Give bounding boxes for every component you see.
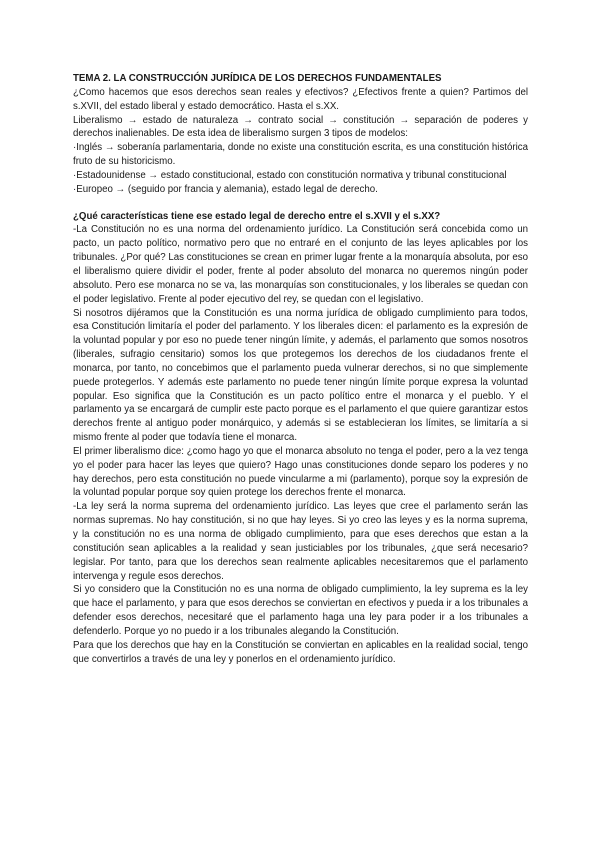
body-paragraph: Si nosotros dijéramos que la Constitución es una norma jurídica de obligado cumplimiento para todos, esa Constitución limitaría el poder del parlamento. Y los liberales dicen: el parlamento es la expresión de la voluntad popular y por eso no puede tener ningún límite, y además, el parlamento que somos nosotros (liberales, sufragio censitario) somos los que protegemos los derechos de los ciudadanos frente el monarca, por tanto, no concebimos que el parlamento pueda vulnerar derechos, si no que simplemente puede protegerlos. Y además este parlamento no puede tener ningún límite porque expresa la voluntad popular. Eso significa que la Constitución es un pacto político entre el monarca y el pueblo. Y el parlamento ya se encargará de cumplir este pacto porque es el parlamento el que quiere garantizar estos derechos frente al antiguo poder monárquico, y además si se establecieran los límites, se limitaría a si mismo frente al poder que todavía tiene el monarca. [73,307,528,444]
body-paragraph: Para que los derechos que hay en la Constitución se conviertan en aplicables en la realidad social, tengo que convertirlos a través de una ley y ponerlos en el ordenamiento jurídico. [73,639,528,665]
body-paragraph: -La ley será la norma suprema del ordenamiento jurídico. Las leyes que cree el parlamento serán las normas supremas. No hay constitución, si no que hay leyes. Si yo creo las leyes y es la norma suprema, y la constitución no es una norma de obligado cumplimiento, para que eses derechos que estan a la constitución sean aplicables a la realidad y sean justiciables por los tribunales, ¿que será necesario? legislar. Por tanto, para que los derechos sean realmente aplicables necesitaremos que el parlamento intervenga y regule esos derechos. [73,501,528,582]
section-heading: ¿Qué características tiene ese estado legal de derecho entre el s.XVII y el s.XX? [73,210,441,222]
model-item-europeo: ·Europeo → (seguido por francia y alemania), estado legal de derecho. [73,183,378,195]
document-title: TEMA 2. LA CONSTRUCCIÓN JURÍDICA DE LOS DERECHOS FUNDAMENTALES [73,73,442,84]
intro-paragraph: Liberalismo → estado de naturaleza → contrato social → constitución → separación de poderes y derechos inalienables. De esta idea de liberalismo surgen 3 tipos de modelos: [73,114,528,140]
document-page [73,72,528,666]
model-item-estadounidense: ·Estadounidense → estado constitucional, estado con constitución normativa y tribunal constitucional [73,169,507,181]
intro-paragraph: ¿Como hacemos que esos derechos sean reales y efectivos? ¿Efectivos frente a quien? Partimos del s.XVII, del estado liberal y estado democrático. Hasta el s.XX. [73,86,528,112]
body-paragraph: El primer liberalismo dice: ¿como hago yo que el monarca absoluto no tenga el poder, pero a la vez tenga yo el poder para hacer las leyes que quiero? Hago unas constituciones donde separo los poderes y no hay derechos, pero esta constitución no puede vincularme a mi (parlamento), porque soy la expresión de la voluntad popular porque soy quien protege los derechos frente el monarca. [73,445,528,499]
body-paragraph: -La Constitución no es una norma del ordenamiento jurídico. La Constitución será concebida como un pacto, un pacto político, normativo pero que no entraré en el conjunto de las leyes aplicables por los tribunales. ¿Por qué? Las constituciones se crean en primer lugar frente a la monarquía absoluta, por eso el liberalismo quiere dividir el poder, frente al poder absoluto del monarca no queremos ningún poder absoluto. Pero ese monarca no se va, las monarquías son constitucionales, y los liberales se quedan con el poder legislativo. Frente al poder ejecutivo del rey, se quedan con el legislativo. [73,224,528,305]
model-item-ingles: ·Inglés → soberanía parlamentaria, donde no existe una constitución escrita, es una constitución histórica fruto de su historicismo. [73,142,528,168]
body-paragraph: Si yo considero que la Constitución no es una norma de obligado cumplimiento, la ley suprema es la ley que hace el parlamento, y para que esos derechos se conviertan en efectivos y pueda ir a los tribunales a defender esos derechos, necesitaré que el parlamento haga una ley para poder ir a los tribunales a defenderlo. Porque yo no puedo ir a los tribunales alegando la Constitución. [73,584,528,637]
